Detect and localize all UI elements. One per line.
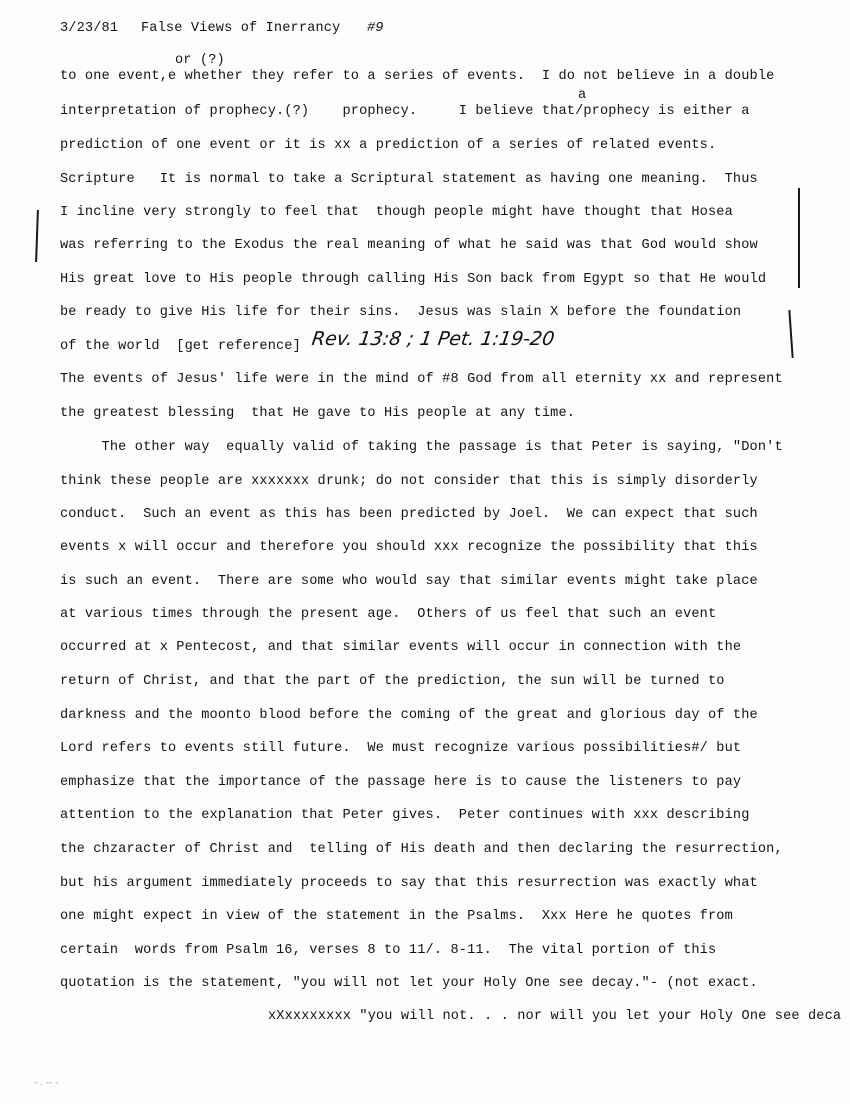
insertion-or-question: or (?) [175, 53, 225, 68]
margin-bar-right-upper [798, 188, 800, 288]
text-line: The events of Jesus' life were in the mind of #8 God from all eternity xx and represent [60, 372, 783, 387]
text-line: was referring to the Exodus the real meaning of what he said was that God would show [60, 238, 758, 253]
text-line: be ready to give His life for their sins. Jesus was slain X before the foundation [60, 305, 742, 320]
text-line: interpretation of prophecy.(?) prophecy. I believe that/prophecy is either a [60, 104, 750, 119]
text-line: xXxxxxxxxx "you will not. . . nor will you let your Holy One see deca [268, 1009, 842, 1024]
text-line: occurred at x Pentecost, and that similar events will occur in connection with the [60, 640, 742, 655]
handwritten-reference: Rev. 13:8 ; 1 Pet. 1:19-20 [310, 328, 556, 350]
text-line: I incline very strongly to feel that though people might have thought that Hosea [60, 205, 733, 220]
margin-bar-right-lower [788, 310, 793, 358]
header-page-number: #9 [367, 21, 384, 36]
text-line: Lord refers to events still future. We must recognize various possibilities#/ but [60, 741, 742, 756]
insertion-letter-a: a [578, 88, 587, 103]
text-line: Scripture It is normal to take a Scriptural statement as having one meaning. Thus [60, 172, 758, 187]
text-line: prediction of one event or it is xx a prediction of a series of related events. [60, 138, 717, 153]
text-line: one might expect in view of the statement in the Psalms. Xxx Here he quotes from [60, 909, 733, 924]
text-line: The other way equally valid of taking the passage is that Peter is saying, "Don't [60, 440, 783, 455]
text-line: return of Christ, and that the part of the prediction, the sun will be turned to [60, 674, 725, 689]
text-line: to one event,e whether they refer to a series of events. I do not believe in a double [60, 69, 775, 84]
text-line: His great love to His people through calling His Son back from Egypt so that He would [60, 272, 767, 287]
text-line: conduct. Such an event as this has been predicted by Joel. We can expect that such [60, 507, 758, 522]
text-line: emphasize that the importance of the passage here is to cause the listeners to pay [60, 775, 742, 790]
text-line: the greatest blessing that He gave to His people at any time. [60, 406, 576, 421]
margin-bar-left [35, 210, 39, 262]
text-line: attention to the explanation that Peter gives. Peter continues with xxx describing [60, 808, 750, 823]
text-line: quotation is the statement, "you will not let your Holy One see decay."- (not exact. [60, 976, 758, 991]
text-line: certain words from Psalm 16, verses 8 to 11/. 8-11. The vital portion of this [60, 943, 717, 958]
header-date: 3/23/81 [60, 21, 119, 36]
text-line: but his argument immediately proceeds to say that this resurrection was exactly what [60, 876, 758, 891]
text-line: events x will occur and therefore you should xxx recognize the possibility that this [60, 540, 758, 555]
text-line: think these people are xxxxxxx drunk; do not consider that this is simply disorderly [60, 474, 758, 489]
header-title: False Views of Inerrancy [141, 21, 341, 36]
text-line: at various times through the present age. Others of us feel that such an event [60, 607, 717, 622]
text-line: darkness and the moonto blood before the coming of the great and glorious day of the [60, 708, 758, 723]
stray-marks: - . -- - [34, 1078, 59, 1088]
text-line: is such an event. There are some who would say that similar events might take place [60, 574, 758, 589]
text-line: the chzaracter of Christ and telling of His death and then declaring the resurrection, [60, 842, 783, 857]
text-line: of the world [get reference] [60, 339, 301, 354]
